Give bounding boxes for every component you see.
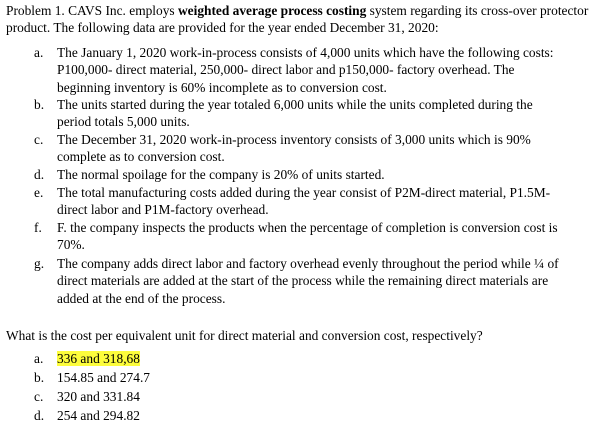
- list-item: [0, 44, 569, 96]
- answer-choice-d[interactable]: [0, 407, 601, 426]
- list-item: [0, 255, 569, 309]
- list-item-letter: g.: [34, 256, 45, 271]
- choice-letter: a.: [34, 351, 44, 366]
- intro-text-end: system regarding its cross-over protector product. The following data are provided for the year ended December 31, 2020:: [6, 3, 589, 36]
- list-item-letter: e.: [34, 185, 44, 200]
- list-item: [0, 166, 569, 184]
- choice-text: 154.85 and 274.7: [57, 370, 150, 385]
- list-item-letter: f.: [34, 220, 42, 235]
- list-item-text: The company adds direct labor and factory overhead evenly throughout the period while ¼ of direct materials are added at the start of the process while the remaining direct materials are added at the end of the process.: [57, 256, 559, 306]
- intro-bold-term: weighted average process costing: [177, 3, 367, 18]
- list-item: [0, 219, 569, 255]
- list-item: [0, 184, 569, 219]
- answer-choice-a[interactable]: [0, 350, 601, 369]
- list-item: [0, 131, 569, 166]
- problem-intro: [6, 2, 596, 37]
- list-item-letter: c.: [34, 132, 44, 147]
- question-text: What is the cost per equivalent unit for direct material and conversion cost, respectively?: [6, 328, 483, 343]
- list-item-letter: d.: [34, 167, 45, 182]
- list-item: [0, 96, 569, 131]
- list-item-text: The December 31, 2020 work-in-process inventory consists of 3,000 units which is 90% complete as to conversion cost.: [57, 132, 531, 165]
- list-item-text: The normal spoilage for the company is 20% of units started.: [57, 167, 385, 182]
- data-list: [0, 44, 601, 309]
- choice-letter: c.: [34, 389, 44, 404]
- answer-choices: [0, 350, 601, 426]
- choice-letter: b.: [34, 370, 45, 385]
- choice-text-highlighted: 336 and 318,68: [57, 351, 140, 366]
- intro-text-start: Problem 1. CAVS Inc. employs: [6, 3, 178, 18]
- list-item-letter: a.: [34, 45, 44, 60]
- list-item-text: The January 1, 2020 work-in-process consists of 4,000 units which have the following costs: P100,000- direct material, 250,000- direct labor and p150,000- factory overhead. The beginning inventory is 60% incomplete as to conversion cost.: [57, 45, 554, 95]
- choice-text: 254 and 294.82: [57, 408, 140, 423]
- choice-text: 320 and 331.84: [57, 389, 140, 404]
- answer-choice-b[interactable]: [0, 369, 601, 388]
- list-item-text: The units started during the year totaled 6,000 units while the units completed during the period totals 5,000 units.: [57, 97, 533, 130]
- answer-choice-c[interactable]: [0, 388, 601, 407]
- list-item-text: The total manufacturing costs added during the year consist of P2M-direct material, P1.5M-direct labor and P1M-factory overhead.: [57, 185, 551, 218]
- choice-letter: d.: [34, 408, 45, 423]
- list-item-text: F. the company inspects the products when the percentage of completion is conversion cost is 70%.: [57, 220, 558, 253]
- list-item-letter: b.: [34, 97, 45, 112]
